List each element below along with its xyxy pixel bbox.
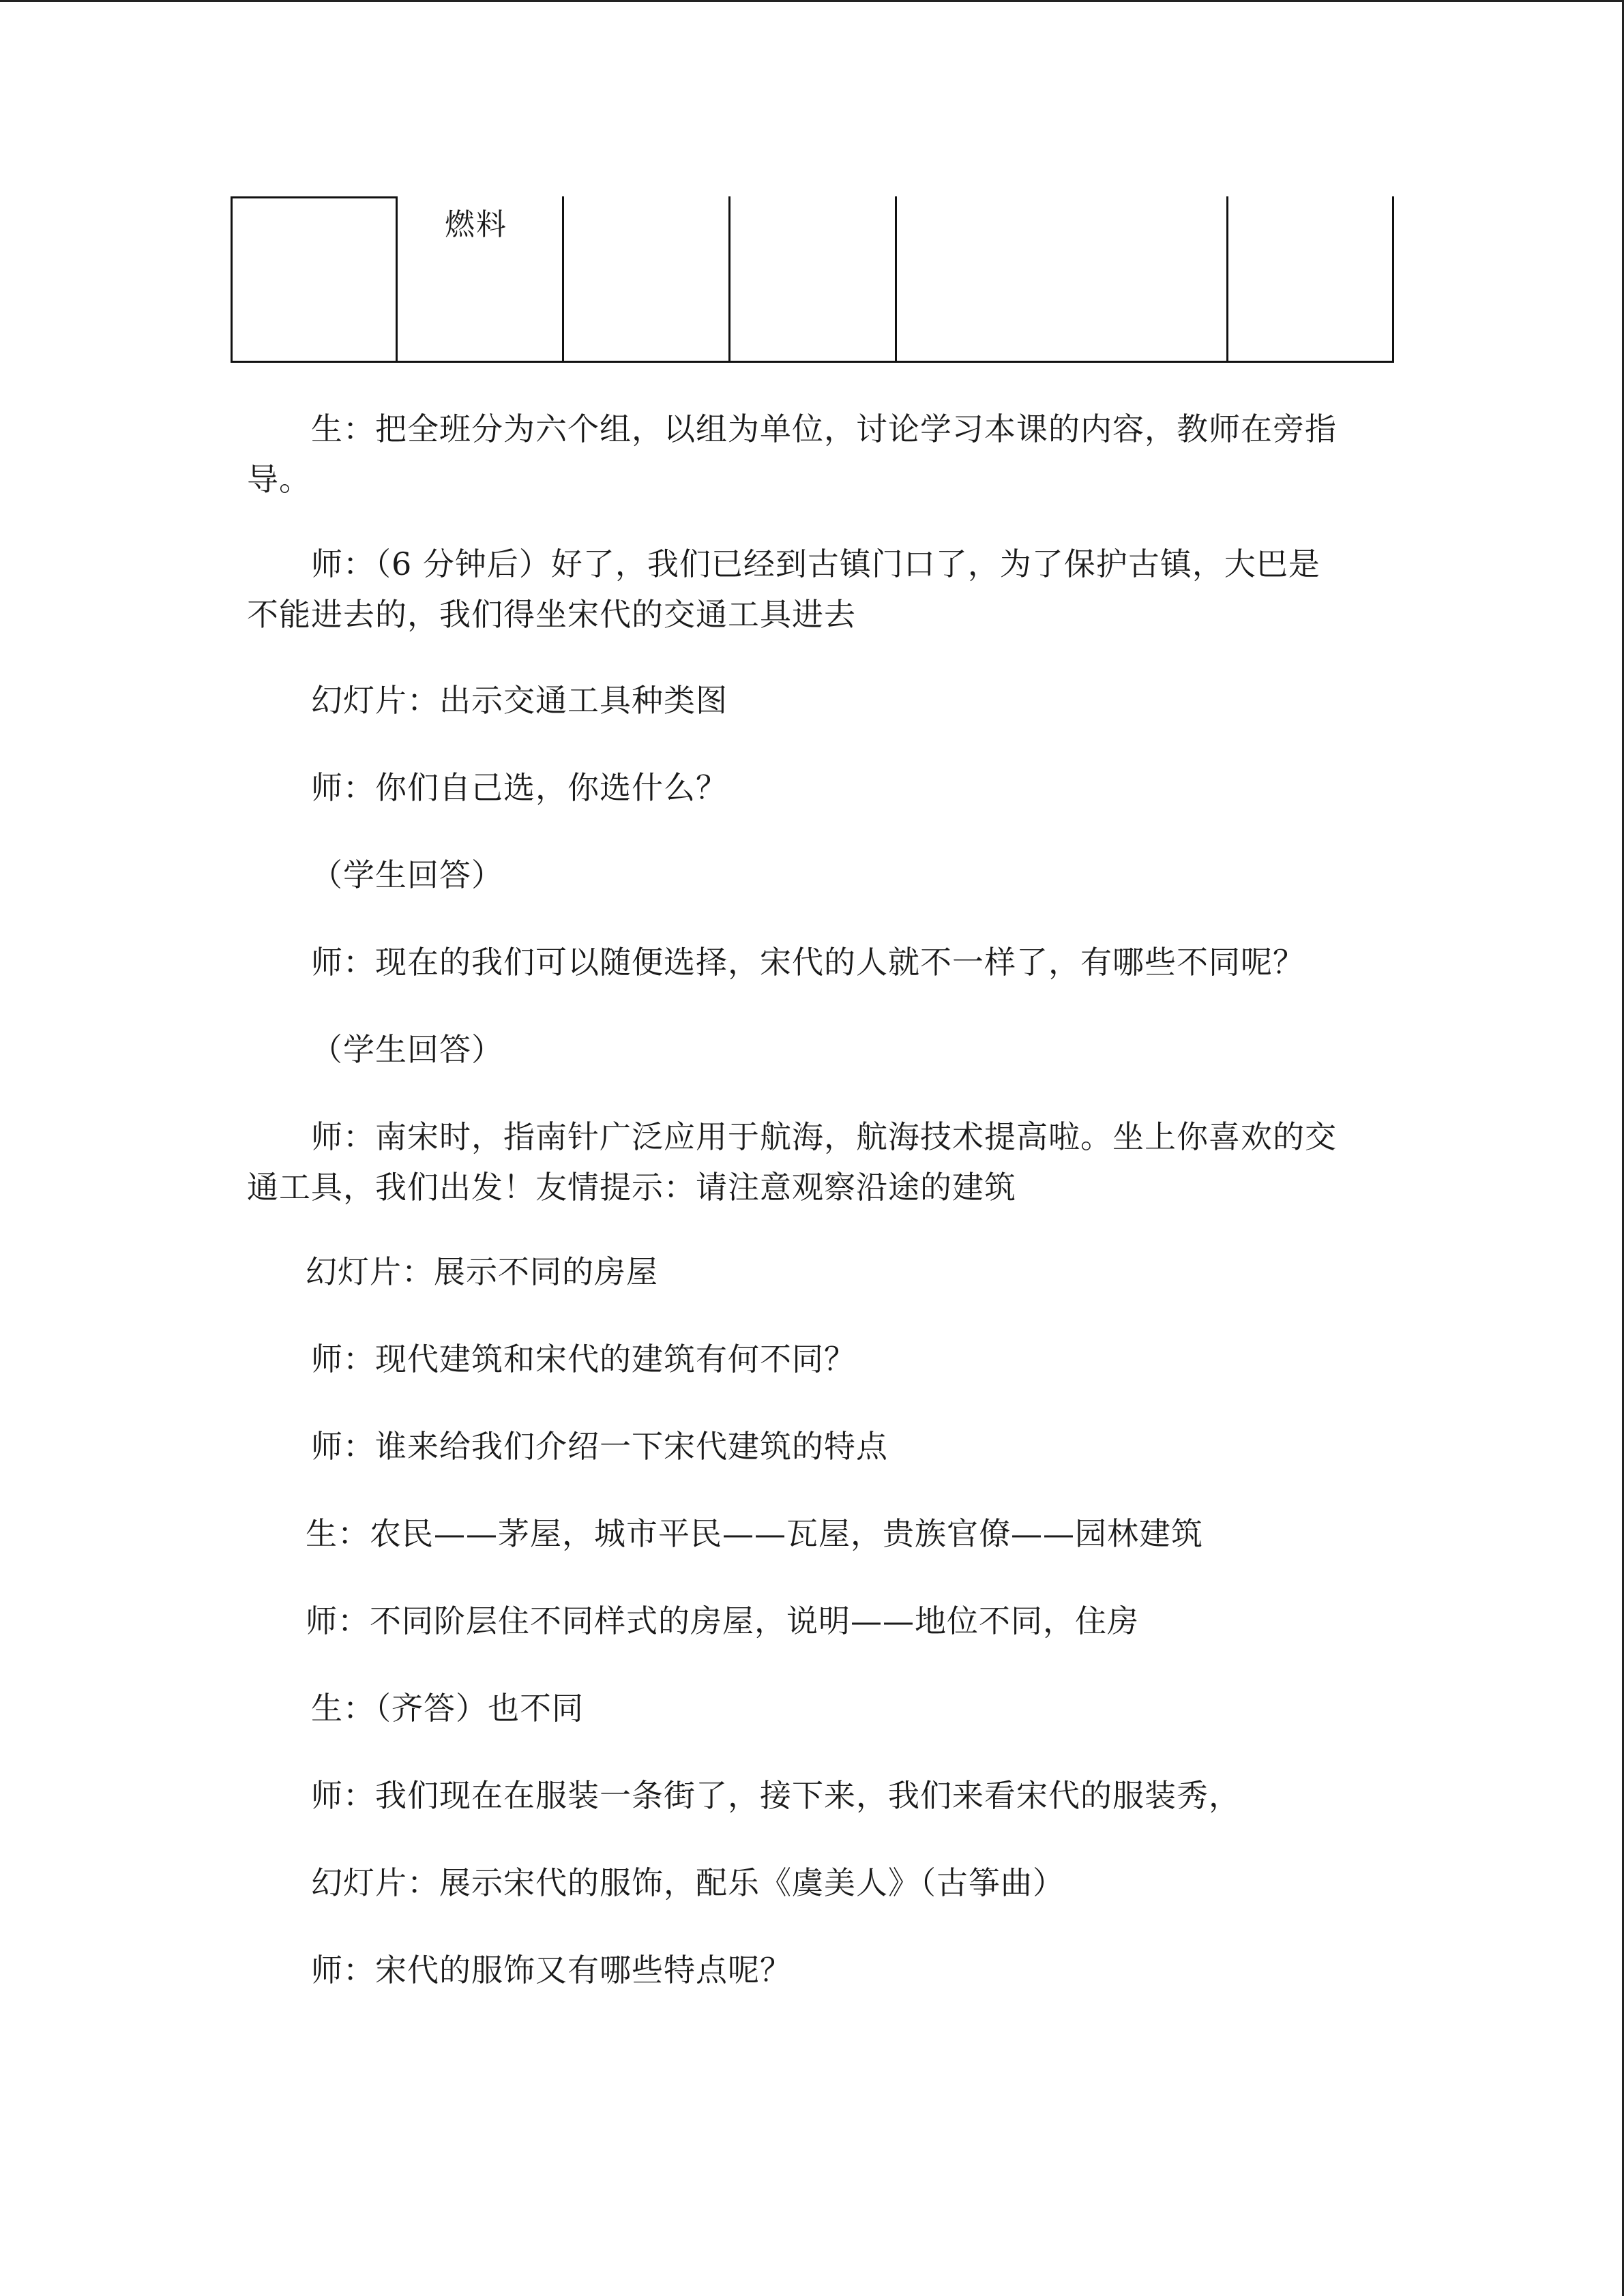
table-col-line bbox=[231, 196, 233, 363]
paragraph-line: 师：谁来给我们介绍一下宋代建筑的特点 bbox=[311, 1428, 888, 1465]
paragraph-continuation bbox=[247, 1162, 1016, 1212]
paragraph-line: 生：把全班分为六个组，以组为单位，讨论学习本课的内容，教师在旁指 bbox=[311, 411, 1337, 447]
paragraph-line: 师：现代建筑和宋代的建筑有何不同？ bbox=[311, 1341, 856, 1377]
paragraph-line: 师：我们现在在服装一条街了，接下来，我们来看宋代的服装秀， bbox=[311, 1777, 1241, 1814]
paragraph bbox=[311, 1421, 888, 1472]
paragraph-line: 师：现在的我们可以随便选择，宋代的人就不一样了，有哪些不同呢？ bbox=[311, 944, 1305, 981]
paragraph bbox=[311, 1334, 856, 1384]
table-bottom-border bbox=[231, 361, 1394, 363]
paragraph-line: 导。 bbox=[247, 461, 311, 498]
paragraph bbox=[306, 1247, 658, 1297]
table-col-line bbox=[895, 196, 897, 363]
paragraph-line: 师：不同阶层住不同样式的房屋，说明——地位不同，住房 bbox=[306, 1602, 1139, 1639]
paragraph-line: （学生回答） bbox=[311, 856, 503, 893]
paragraph-line: 生：（齐答）也不同 bbox=[311, 1690, 584, 1727]
table-col-line bbox=[396, 196, 398, 363]
paragraph bbox=[311, 1112, 1337, 1162]
paragraph bbox=[311, 1024, 503, 1075]
paragraph-line: 师：南宋时，指南针广泛应用于航海，航海技术提高啦。坐上你喜欢的交 bbox=[311, 1118, 1337, 1155]
table-col-line bbox=[562, 196, 564, 363]
paragraph bbox=[311, 850, 503, 900]
paragraph bbox=[311, 1770, 1241, 1821]
paragraph-continuation bbox=[247, 589, 856, 640]
table-top-border bbox=[231, 196, 397, 198]
paragraph-line: 通工具，我们出发！友情提示：请注意观察沿途的建筑 bbox=[247, 1169, 1016, 1206]
paragraph-line: 师：你们自己选，你选什么？ bbox=[311, 769, 728, 806]
paragraph-line: 幻灯片：展示不同的房屋 bbox=[306, 1253, 658, 1290]
paragraph bbox=[311, 1858, 1065, 1908]
paragraph-continuation bbox=[247, 454, 311, 505]
table-col-line bbox=[1226, 196, 1228, 363]
paragraph bbox=[311, 937, 1305, 987]
paragraph bbox=[306, 1596, 1139, 1646]
table-col-line bbox=[728, 196, 730, 363]
table-cell-fuel: 燃料 bbox=[445, 207, 507, 242]
paragraph-line: 幻灯片：出示交通工具种类图 bbox=[311, 682, 728, 719]
paragraph-line: 师：宋代的服饰又有哪些特点呢？ bbox=[311, 1952, 792, 1988]
paragraph bbox=[311, 1683, 584, 1733]
table-col-line bbox=[1392, 196, 1394, 363]
paragraph-line: 师：（6 分钟后）好了，我们已经到古镇门口了，为了保护古镇，大巴是 bbox=[311, 546, 1320, 582]
paragraph bbox=[306, 1508, 1203, 1559]
paragraph-line: 幻灯片：展示宋代的服饰，配乐《虞美人》（古筝曲） bbox=[311, 1864, 1065, 1901]
paragraph bbox=[311, 762, 728, 813]
paragraph bbox=[311, 1945, 792, 1995]
paragraph bbox=[311, 539, 1320, 589]
paragraph-line: 生：农民——茅屋，城市平民——瓦屋，贵族官僚——园林建筑 bbox=[306, 1515, 1203, 1552]
paragraph-line: 不能进去的，我们得坐宋代的交通工具进去 bbox=[247, 596, 856, 633]
paragraph bbox=[311, 675, 728, 726]
table-fragment bbox=[231, 196, 1394, 363]
paragraph bbox=[311, 404, 1337, 454]
paragraph-line: （学生回答） bbox=[311, 1031, 503, 1068]
